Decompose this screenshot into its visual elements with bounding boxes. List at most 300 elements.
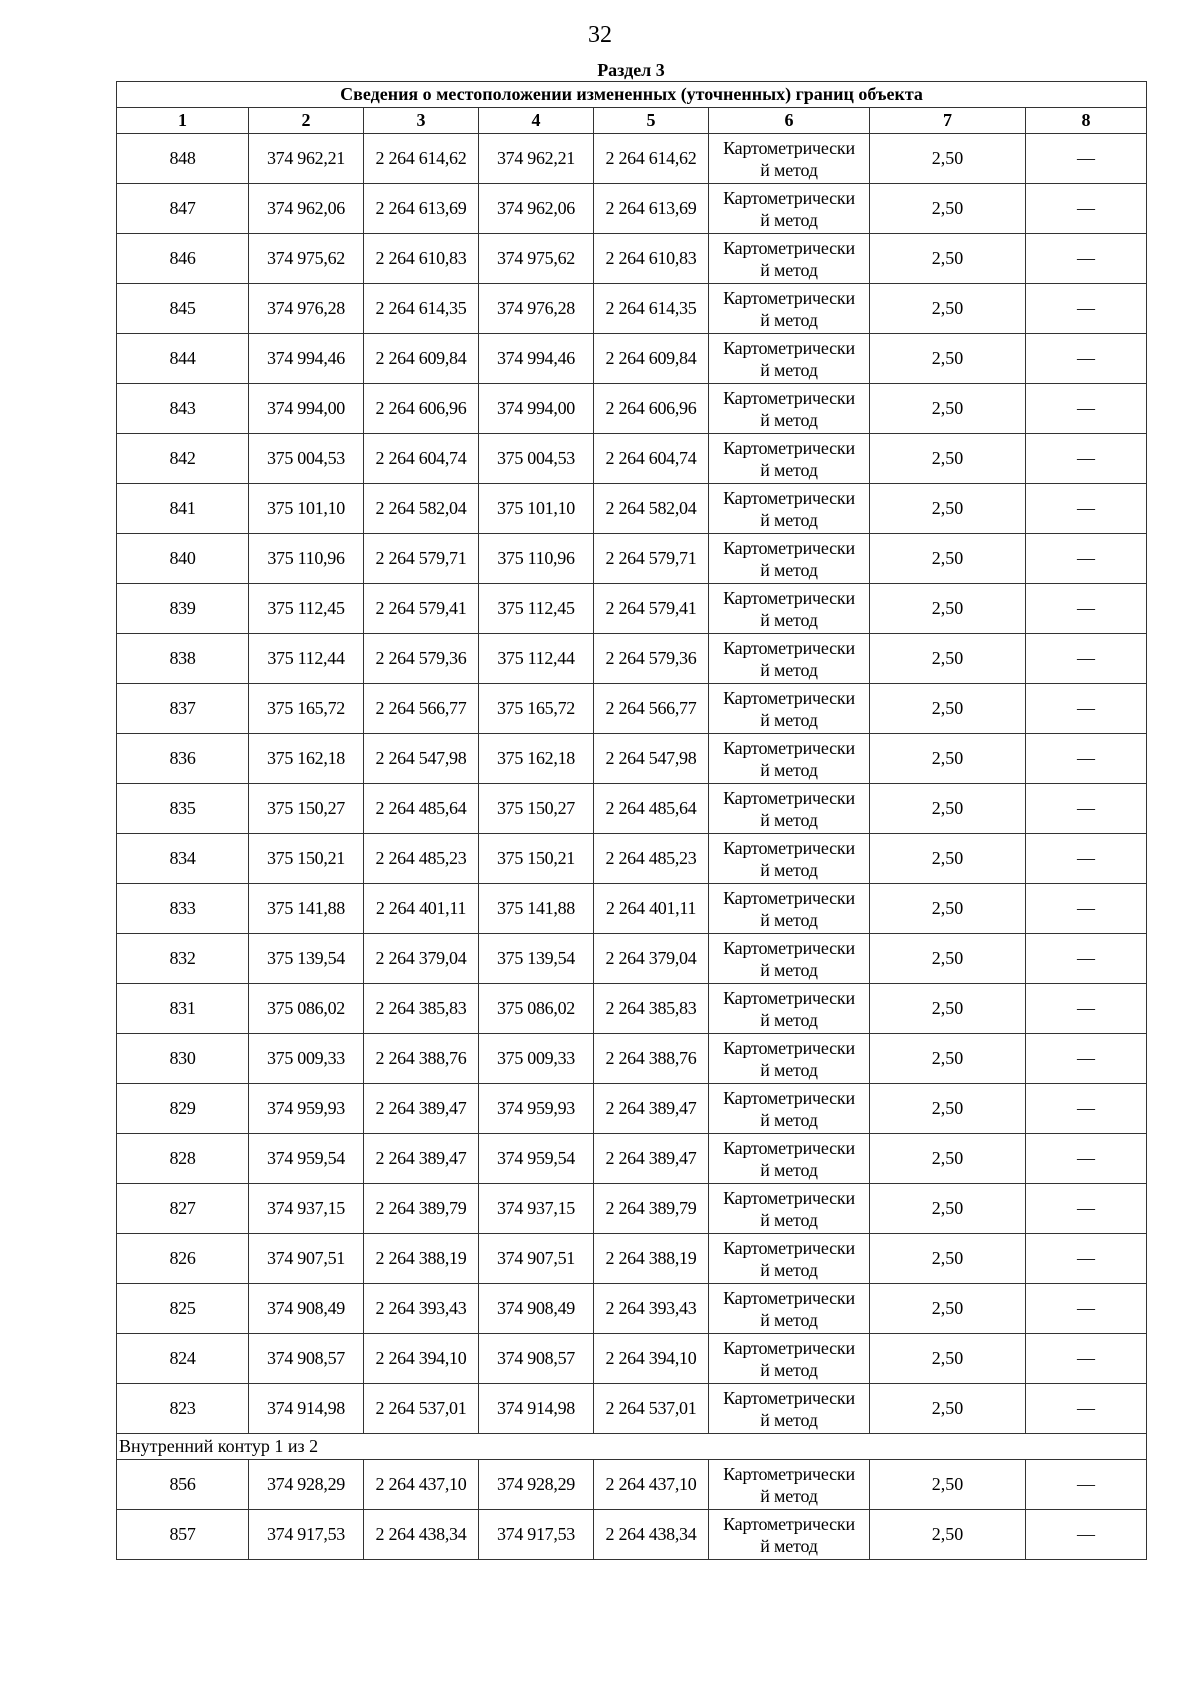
y-coordinate-cell: 2 264 389,79: [594, 1184, 709, 1234]
method-text-line: Картометрически: [723, 487, 855, 508]
method-text-line: Картометрически: [723, 1137, 855, 1158]
y-coordinate-cell: 2 264 579,41: [364, 584, 479, 634]
y-coordinate-cell: 2 264 438,34: [364, 1510, 479, 1560]
method-text-line: й метод: [760, 559, 818, 580]
point-cell: 839: [117, 584, 249, 634]
y-coordinate-cell: 2 264 388,19: [364, 1234, 479, 1284]
point-cell: 836: [117, 734, 249, 784]
method-text-line: Картометрически: [723, 1463, 855, 1484]
x-coordinate-cell: 375 086,02: [249, 984, 364, 1034]
method-cell: [709, 884, 870, 934]
note-cell: —: [1026, 284, 1147, 334]
point-cell: 840: [117, 534, 249, 584]
note-cell: —: [1026, 184, 1147, 234]
y-coordinate-cell: 2 264 614,62: [364, 134, 479, 184]
x-coordinate-cell: 374 975,62: [479, 234, 594, 284]
y-coordinate-cell: 2 264 388,76: [594, 1034, 709, 1084]
method-text-line: Картометрически: [723, 387, 855, 408]
table-row: [117, 1234, 1147, 1284]
method-cell: [709, 1234, 870, 1284]
table-row: [117, 434, 1147, 484]
method-text-line: Картометрически: [723, 687, 855, 708]
y-coordinate-cell: 2 264 393,43: [364, 1284, 479, 1334]
point-cell: 845: [117, 284, 249, 334]
accuracy-cell: 2,50: [870, 434, 1026, 484]
x-coordinate-cell: 374 928,29: [249, 1460, 364, 1510]
table-row: [117, 534, 1147, 584]
method-text-line: й метод: [760, 209, 818, 230]
note-cell: —: [1026, 534, 1147, 584]
note-cell: —: [1026, 684, 1147, 734]
point-cell: 844: [117, 334, 249, 384]
method-cell: [709, 434, 870, 484]
point-cell: 824: [117, 1334, 249, 1384]
x-coordinate-cell: 374 962,21: [479, 134, 594, 184]
method-cell: [709, 1384, 870, 1434]
method-text-line: Картометрически: [723, 1087, 855, 1108]
y-coordinate-cell: 2 264 613,69: [594, 184, 709, 234]
x-coordinate-cell: 374 959,93: [479, 1084, 594, 1134]
point-cell: 825: [117, 1284, 249, 1334]
y-coordinate-cell: 2 264 609,84: [364, 334, 479, 384]
x-coordinate-cell: 374 908,49: [249, 1284, 364, 1334]
method-text-line: Картометрически: [723, 1037, 855, 1058]
accuracy-cell: 2,50: [870, 134, 1026, 184]
method-cell: [709, 1510, 870, 1560]
table-row: [117, 684, 1147, 734]
x-coordinate-cell: 374 917,53: [249, 1510, 364, 1560]
method-text-line: й метод: [760, 509, 818, 530]
point-cell: 841: [117, 484, 249, 534]
x-coordinate-cell: 375 112,44: [479, 634, 594, 684]
y-coordinate-cell: 2 264 537,01: [364, 1384, 479, 1434]
accuracy-cell: 2,50: [870, 1034, 1026, 1084]
method-text-line: й метод: [760, 809, 818, 830]
x-coordinate-cell: 375 162,18: [249, 734, 364, 784]
point-cell: 832: [117, 934, 249, 984]
column-number: 1: [117, 108, 249, 134]
x-coordinate-cell: 374 937,15: [249, 1184, 364, 1234]
method-text-line: й метод: [760, 709, 818, 730]
x-coordinate-cell: 375 165,72: [479, 684, 594, 734]
point-cell: 848: [117, 134, 249, 184]
x-coordinate-cell: 374 962,06: [479, 184, 594, 234]
note-cell: —: [1026, 384, 1147, 434]
x-coordinate-cell: 375 110,96: [479, 534, 594, 584]
method-text-line: Картометрически: [723, 637, 855, 658]
method-text-line: й метод: [760, 1535, 818, 1556]
note-cell: —: [1026, 434, 1147, 484]
table-row: [117, 1334, 1147, 1384]
y-coordinate-cell: 2 264 610,83: [594, 234, 709, 284]
method-text-line: Картометрически: [723, 287, 855, 308]
method-cell: [709, 1134, 870, 1184]
y-coordinate-cell: 2 264 579,36: [594, 634, 709, 684]
column-number: 7: [870, 108, 1026, 134]
method-text-line: й метод: [760, 1259, 818, 1280]
x-coordinate-cell: 374 908,57: [249, 1334, 364, 1384]
y-coordinate-cell: 2 264 604,74: [364, 434, 479, 484]
x-coordinate-cell: 374 914,98: [249, 1384, 364, 1434]
note-cell: —: [1026, 984, 1147, 1034]
y-coordinate-cell: 2 264 485,64: [594, 784, 709, 834]
x-coordinate-cell: 374 962,21: [249, 134, 364, 184]
note-cell: —: [1026, 584, 1147, 634]
x-coordinate-cell: 375 139,54: [479, 934, 594, 984]
note-cell: —: [1026, 1384, 1147, 1434]
y-coordinate-cell: 2 264 566,77: [594, 684, 709, 734]
note-cell: —: [1026, 334, 1147, 384]
accuracy-cell: 2,50: [870, 1334, 1026, 1384]
table-row: [117, 234, 1147, 284]
table-body: [117, 134, 1147, 1434]
method-text-line: й метод: [760, 159, 818, 180]
x-coordinate-cell: 374 928,29: [479, 1460, 594, 1510]
accuracy-cell: 2,50: [870, 984, 1026, 1034]
column-number: 2: [249, 108, 364, 134]
method-cell: [709, 984, 870, 1034]
x-coordinate-cell: 374 914,98: [479, 1384, 594, 1434]
method-text-line: Картометрически: [723, 1513, 855, 1534]
y-coordinate-cell: 2 264 385,83: [364, 984, 479, 1034]
note-cell: —: [1026, 834, 1147, 884]
x-coordinate-cell: 375 150,21: [249, 834, 364, 884]
method-text-line: й метод: [760, 1409, 818, 1430]
point-cell: 826: [117, 1234, 249, 1284]
note-cell: —: [1026, 1334, 1147, 1384]
y-coordinate-cell: 2 264 389,79: [364, 1184, 479, 1234]
accuracy-cell: 2,50: [870, 1084, 1026, 1134]
x-coordinate-cell: 374 917,53: [479, 1510, 594, 1560]
note-cell: —: [1026, 134, 1147, 184]
accuracy-cell: 2,50: [870, 584, 1026, 634]
table-row: [117, 284, 1147, 334]
note-cell: —: [1026, 484, 1147, 534]
point-cell: 830: [117, 1034, 249, 1084]
y-coordinate-cell: 2 264 606,96: [364, 384, 479, 434]
method-text-line: Картометрически: [723, 1187, 855, 1208]
method-text-line: Картометрически: [723, 337, 855, 358]
x-coordinate-cell: 374 908,49: [479, 1284, 594, 1334]
y-coordinate-cell: 2 264 485,64: [364, 784, 479, 834]
accuracy-cell: 2,50: [870, 484, 1026, 534]
note-cell: —: [1026, 1034, 1147, 1084]
y-coordinate-cell: 2 264 547,98: [364, 734, 479, 784]
method-cell: [709, 534, 870, 584]
x-coordinate-cell: 375 150,27: [479, 784, 594, 834]
method-text-line: й метод: [760, 1209, 818, 1230]
y-coordinate-cell: 2 264 614,62: [594, 134, 709, 184]
method-cell: [709, 784, 870, 834]
note-cell: —: [1026, 884, 1147, 934]
method-text-line: й метод: [760, 609, 818, 630]
note-cell: —: [1026, 1084, 1147, 1134]
note-cell: —: [1026, 1460, 1147, 1510]
accuracy-cell: 2,50: [870, 634, 1026, 684]
method-cell: [709, 1334, 870, 1384]
column-number: 3: [364, 108, 479, 134]
x-coordinate-cell: 375 112,45: [249, 584, 364, 634]
y-coordinate-cell: 2 264 401,11: [364, 884, 479, 934]
method-text-line: Картометрически: [723, 237, 855, 258]
note-cell: —: [1026, 934, 1147, 984]
accuracy-cell: 2,50: [870, 1284, 1026, 1334]
y-coordinate-cell: 2 264 582,04: [364, 484, 479, 534]
accuracy-cell: 2,50: [870, 934, 1026, 984]
x-coordinate-cell: 375 141,88: [249, 884, 364, 934]
point-cell: 857: [117, 1510, 249, 1560]
note-cell: —: [1026, 1284, 1147, 1334]
method-text-line: й метод: [760, 1159, 818, 1180]
y-coordinate-cell: 2 264 610,83: [364, 234, 479, 284]
method-text-line: й метод: [760, 1059, 818, 1080]
note-cell: —: [1026, 1234, 1147, 1284]
accuracy-cell: 2,50: [870, 1134, 1026, 1184]
y-coordinate-cell: 2 264 388,19: [594, 1234, 709, 1284]
contour-section: [117, 1434, 1147, 1460]
method-text-line: й метод: [760, 909, 818, 930]
y-coordinate-cell: 2 264 579,71: [364, 534, 479, 584]
note-cell: —: [1026, 734, 1147, 784]
method-text-line: й метод: [760, 759, 818, 780]
method-cell: [709, 584, 870, 634]
method-text-line: Картометрически: [723, 437, 855, 458]
y-coordinate-cell: 2 264 388,76: [364, 1034, 479, 1084]
method-text-line: й метод: [760, 409, 818, 430]
accuracy-cell: 2,50: [870, 884, 1026, 934]
accuracy-cell: 2,50: [870, 1234, 1026, 1284]
table-row: [117, 1034, 1147, 1084]
method-cell: [709, 634, 870, 684]
y-coordinate-cell: 2 264 614,35: [594, 284, 709, 334]
accuracy-cell: 2,50: [870, 734, 1026, 784]
boundary-coordinates-table: [116, 81, 1147, 1560]
method-text-line: Картометрически: [723, 1237, 855, 1258]
method-text-line: й метод: [760, 259, 818, 280]
x-coordinate-cell: 375 150,27: [249, 784, 364, 834]
contour-label: Внутренний контур 1 из 2: [117, 1434, 1147, 1460]
x-coordinate-cell: 374 994,00: [249, 384, 364, 434]
column-number: 6: [709, 108, 870, 134]
accuracy-cell: 2,50: [870, 1460, 1026, 1510]
y-coordinate-cell: 2 264 393,43: [594, 1284, 709, 1334]
x-coordinate-cell: 375 112,44: [249, 634, 364, 684]
accuracy-cell: 2,50: [870, 234, 1026, 284]
section-title: Раздел 3: [597, 60, 665, 80]
method-text-line: Картометрически: [723, 987, 855, 1008]
table-row: [117, 734, 1147, 784]
accuracy-cell: 2,50: [870, 1384, 1026, 1434]
table-row: [117, 384, 1147, 434]
x-coordinate-cell: 374 908,57: [479, 1334, 594, 1384]
y-coordinate-cell: 2 264 614,35: [364, 284, 479, 334]
x-coordinate-cell: 375 009,33: [249, 1034, 364, 1084]
x-coordinate-cell: 374 975,62: [249, 234, 364, 284]
table-row: [117, 1460, 1147, 1510]
note-cell: —: [1026, 634, 1147, 684]
accuracy-cell: 2,50: [870, 1510, 1026, 1560]
point-cell: 842: [117, 434, 249, 484]
x-coordinate-cell: 374 994,46: [249, 334, 364, 384]
table-row: [117, 1284, 1147, 1334]
table-row: [117, 1084, 1147, 1134]
method-cell: [709, 234, 870, 284]
method-text-line: й метод: [760, 1109, 818, 1130]
table-row: [117, 834, 1147, 884]
table-row: [117, 784, 1147, 834]
column-number: 8: [1026, 108, 1147, 134]
y-coordinate-cell: 2 264 582,04: [594, 484, 709, 534]
accuracy-cell: 2,50: [870, 784, 1026, 834]
y-coordinate-cell: 2 264 606,96: [594, 384, 709, 434]
y-coordinate-cell: 2 264 579,36: [364, 634, 479, 684]
method-text-line: й метод: [760, 359, 818, 380]
method-text-line: й метод: [760, 1009, 818, 1030]
method-text-line: Картометрически: [723, 837, 855, 858]
contour-label-row: [117, 1434, 1147, 1460]
y-coordinate-cell: 2 264 389,47: [364, 1134, 479, 1184]
method-cell: [709, 384, 870, 434]
y-coordinate-cell: 2 264 579,71: [594, 534, 709, 584]
contour-table-body: [117, 1460, 1147, 1560]
method-text-line: Картометрически: [723, 937, 855, 958]
accuracy-cell: 2,50: [870, 184, 1026, 234]
x-coordinate-cell: 375 009,33: [479, 1034, 594, 1084]
x-coordinate-cell: 374 994,00: [479, 384, 594, 434]
x-coordinate-cell: 375 101,10: [479, 484, 594, 534]
y-coordinate-cell: 2 264 485,23: [364, 834, 479, 884]
column-number: 5: [594, 108, 709, 134]
table-caption-row: [117, 82, 1147, 108]
point-cell: 843: [117, 384, 249, 434]
method-text-line: Картометрически: [723, 737, 855, 758]
method-text-line: й метод: [760, 459, 818, 480]
method-text-line: Картометрически: [723, 187, 855, 208]
accuracy-cell: 2,50: [870, 534, 1026, 584]
accuracy-cell: 2,50: [870, 1184, 1026, 1234]
y-coordinate-cell: 2 264 385,83: [594, 984, 709, 1034]
accuracy-cell: 2,50: [870, 384, 1026, 434]
table-row: [117, 134, 1147, 184]
accuracy-cell: 2,50: [870, 834, 1026, 884]
table-row: [117, 484, 1147, 534]
table-row: [117, 334, 1147, 384]
method-text-line: й метод: [760, 1309, 818, 1330]
table-row: [117, 934, 1147, 984]
x-coordinate-cell: 374 907,51: [479, 1234, 594, 1284]
x-coordinate-cell: 375 004,53: [249, 434, 364, 484]
column-number: 4: [479, 108, 594, 134]
method-cell: [709, 134, 870, 184]
y-coordinate-cell: 2 264 438,34: [594, 1510, 709, 1560]
point-cell: 846: [117, 234, 249, 284]
y-coordinate-cell: 2 264 379,04: [364, 934, 479, 984]
x-coordinate-cell: 375 110,96: [249, 534, 364, 584]
point-cell: 837: [117, 684, 249, 734]
method-cell: [709, 1460, 870, 1510]
accuracy-cell: 2,50: [870, 334, 1026, 384]
method-cell: [709, 484, 870, 534]
method-cell: [709, 734, 870, 784]
x-coordinate-cell: 375 162,18: [479, 734, 594, 784]
x-coordinate-cell: 374 976,28: [249, 284, 364, 334]
x-coordinate-cell: 374 976,28: [479, 284, 594, 334]
y-coordinate-cell: 2 264 389,47: [594, 1084, 709, 1134]
point-cell: 829: [117, 1084, 249, 1134]
y-coordinate-cell: 2 264 613,69: [364, 184, 479, 234]
table-row: [117, 1134, 1147, 1184]
y-coordinate-cell: 2 264 394,10: [364, 1334, 479, 1384]
x-coordinate-cell: 374 907,51: [249, 1234, 364, 1284]
y-coordinate-cell: 2 264 547,98: [594, 734, 709, 784]
method-text-line: Картометрически: [723, 1337, 855, 1358]
x-coordinate-cell: 375 150,21: [479, 834, 594, 884]
table-caption: Сведения о местоположении измененных (уточненных) границ объекта: [117, 82, 1147, 108]
point-cell: 833: [117, 884, 249, 934]
method-cell: [709, 1184, 870, 1234]
method-text-line: й метод: [760, 859, 818, 880]
point-cell: 847: [117, 184, 249, 234]
y-coordinate-cell: 2 264 394,10: [594, 1334, 709, 1384]
accuracy-cell: 2,50: [870, 284, 1026, 334]
accuracy-cell: 2,50: [870, 684, 1026, 734]
x-coordinate-cell: 374 959,54: [249, 1134, 364, 1184]
table-row: [117, 634, 1147, 684]
point-cell: 823: [117, 1384, 249, 1434]
method-text-line: Картометрически: [723, 1387, 855, 1408]
x-coordinate-cell: 375 004,53: [479, 434, 594, 484]
method-cell: [709, 1034, 870, 1084]
point-cell: 838: [117, 634, 249, 684]
method-text-line: Картометрически: [723, 587, 855, 608]
y-coordinate-cell: 2 264 604,74: [594, 434, 709, 484]
x-coordinate-cell: 374 959,54: [479, 1134, 594, 1184]
point-cell: 831: [117, 984, 249, 1034]
method-cell: [709, 834, 870, 884]
y-coordinate-cell: 2 264 579,41: [594, 584, 709, 634]
method-cell: [709, 284, 870, 334]
y-coordinate-cell: 2 264 609,84: [594, 334, 709, 384]
point-cell: 827: [117, 1184, 249, 1234]
point-cell: 834: [117, 834, 249, 884]
method-cell: [709, 934, 870, 984]
x-coordinate-cell: 374 959,93: [249, 1084, 364, 1134]
table-row: [117, 884, 1147, 934]
method-cell: [709, 334, 870, 384]
method-text-line: Картометрически: [723, 887, 855, 908]
y-coordinate-cell: 2 264 485,23: [594, 834, 709, 884]
column-number-row: [117, 108, 1147, 134]
method-cell: [709, 1084, 870, 1134]
method-text-line: й метод: [760, 1359, 818, 1380]
x-coordinate-cell: 375 112,45: [479, 584, 594, 634]
method-text-line: й метод: [760, 959, 818, 980]
x-coordinate-cell: 375 141,88: [479, 884, 594, 934]
y-coordinate-cell: 2 264 437,10: [594, 1460, 709, 1510]
x-coordinate-cell: 375 101,10: [249, 484, 364, 534]
method-text-line: Картометрически: [723, 787, 855, 808]
note-cell: —: [1026, 234, 1147, 284]
note-cell: —: [1026, 1510, 1147, 1560]
y-coordinate-cell: 2 264 389,47: [594, 1134, 709, 1184]
point-cell: 856: [117, 1460, 249, 1510]
y-coordinate-cell: 2 264 401,11: [594, 884, 709, 934]
y-coordinate-cell: 2 264 537,01: [594, 1384, 709, 1434]
note-cell: —: [1026, 1184, 1147, 1234]
table-row: [117, 184, 1147, 234]
x-coordinate-cell: 375 139,54: [249, 934, 364, 984]
method-cell: [709, 684, 870, 734]
